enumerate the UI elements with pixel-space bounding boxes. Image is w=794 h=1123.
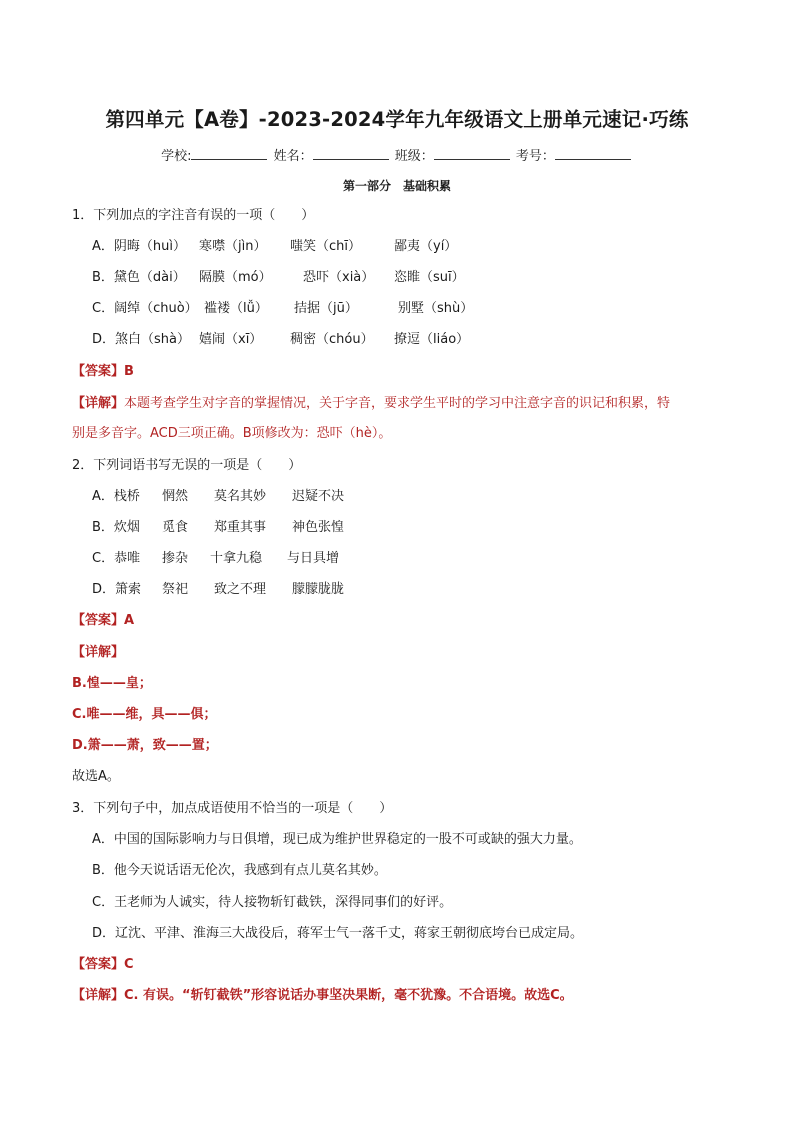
question-3-option-d: D．辽沈、平津、淮海三大战役后，蒋军士气一落千丈，蒋家王朝彻底垮台已成定局。 <box>92 926 584 941</box>
question-1-answer: 【答案】B <box>72 364 134 379</box>
question-1-option-b: B．黛色（dài） 隔膜（mó） 恐吓（xià） 恣睢（suī） <box>92 270 465 285</box>
question-1-detail-line-2: 别是多音字。ACD三项正确。B项修改为：恐吓（hè）。 <box>72 426 392 441</box>
question-1-option-d: D．煞白（shà） 嬉闹（xī） 稠密（chóu） 撩逗（liáo） <box>92 332 470 347</box>
question-3-detail: 【详解】C. 有误。“斩钉截铁”形容说话办事坚决果断，毫不犹豫。不合语境。故选C。 <box>72 988 573 1003</box>
question-2-detail-tag: 【详解】 <box>72 645 125 660</box>
question-3-option-b: B．他今天说话语无伦次，我感到有点儿莫名其妙。 <box>92 863 387 878</box>
school-blank <box>191 147 267 160</box>
question-3-option-c: C．王老师为人诚实，待人接物斩钉截铁，深得同事们的好评。 <box>92 895 453 910</box>
question-2-detail-c: C.唯——维，具——俱； <box>72 707 217 722</box>
question-1-detail-line-1: 【详解】本题考查学生对字音的掌握情况，关于字音，要求学生平时的学习中注意字音的识记和积累，特 <box>72 396 671 411</box>
class-label: 班级： <box>394 149 434 164</box>
question-2-detail-b: B.惶——皇； <box>72 676 152 691</box>
question-1-option-a: A．阴晦（huì） 寒噤（jìn） 嗤笑（chī） 鄙夷（yí） <box>92 239 458 254</box>
number-blank <box>555 147 631 160</box>
question-2-option-d: D．箫索 祭祀 致之不理 朦朦胧胧 <box>92 582 345 597</box>
question-2-option-a: A．栈桥 惘然 莫名其妙 迟疑不决 <box>92 489 345 504</box>
question-2-option-b: B．炊烟 觅食 郑重其事 神色张惶 <box>92 520 345 535</box>
number-label: 考号： <box>515 149 555 164</box>
school-label: 学校: <box>161 149 192 164</box>
question-3-option-a: A．中国的国际影响力与日俱增，现已成为维护世界稳定的一股不可或缺的强大力量。 <box>92 832 582 847</box>
class-blank <box>434 147 510 160</box>
question-2-detail-d: D.箫——萧，致——置； <box>72 738 218 753</box>
section-title: 第一部分 基础积累 <box>342 179 451 193</box>
question-2-answer: 【答案】A <box>72 613 135 628</box>
question-2-conclusion: 故选A。 <box>72 769 120 784</box>
student-info-row <box>0 145 794 164</box>
question-2-option-c: C．恭唯 掺杂 十拿九稳 与日具增 <box>92 551 340 566</box>
name-blank <box>313 147 389 160</box>
question-3-stem: 3．下列句子中，加点成语使用不恰当的一项是（ ） <box>72 801 393 816</box>
question-1-option-c: C．阔绰（chuò） 褴褛（lǚ） 拮据（jū） 别墅（shù） <box>92 301 474 316</box>
name-label: 姓名： <box>273 149 313 164</box>
question-2-stem: 2．下列词语书写无误的一项是（ ） <box>72 458 302 473</box>
page-title: 第四单元【A卷】-2023-2024学年九年级语文上册单元速记·巧练 <box>105 108 689 131</box>
question-1-stem: 1．下列加点的字注音有误的一项（ ） <box>72 208 315 223</box>
question-3-answer: 【答案】C <box>72 957 134 972</box>
